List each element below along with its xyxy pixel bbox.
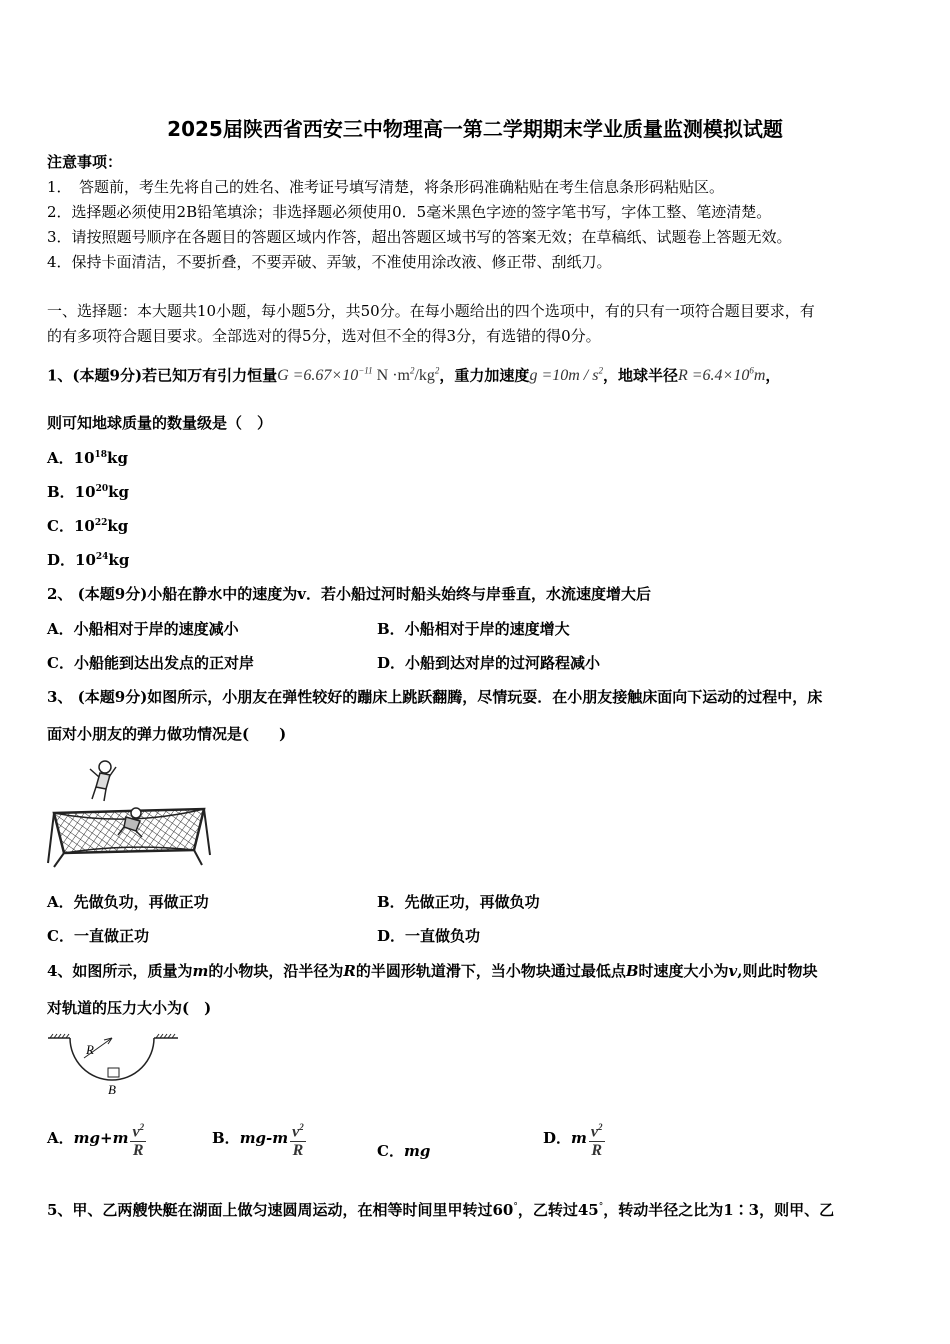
semicircle-track-figure bbox=[44, 1030, 184, 1102]
notice-heading: 注意事项： bbox=[47, 153, 123, 171]
q1-option-a: A．$10^{18}kg$ bbox=[47, 449, 128, 467]
q1-option-d: D．$10^{24}kg$ bbox=[47, 551, 130, 569]
q1-prefix: 1、(本题9分)若已知万有引力恒量 bbox=[47, 366, 278, 385]
q2-option-b: B．小船相对于岸的速度增大 bbox=[377, 620, 570, 638]
question-1-stem: 1、(本题9分)若已知万有引力恒量$G =6.67\times 10^{-11}$ $N \cdot m^2/kg^2$，重力加速度$g =10m / s^2$，地球半径$R =6.4\times 10^6m$， bbox=[47, 366, 781, 385]
q3-option-a: A．先做负功，再做正功 bbox=[47, 893, 209, 911]
q4-option-a: A．mg+m $\frac{v^2}{R}$ bbox=[47, 1118, 146, 1160]
child-jumping bbox=[90, 761, 116, 801]
q3-option-b: B．先做正功，再做负功 bbox=[377, 893, 540, 911]
q4-option-c: C．mg bbox=[377, 1142, 431, 1160]
q1-gravitational-constant: $G =6.67\times 10^{-11}$ $N \cdot m^2/kg^2$ bbox=[277, 366, 440, 385]
q2-option-d: D．小船到达对岸的过河路程减小 bbox=[377, 654, 601, 672]
page-title: 2025届陕西省西安三中物理高一第二学期期末学业质量监测模拟试题 bbox=[167, 117, 783, 141]
question-2-stem: 2、 (本题9分)小船在静水中的速度为v．若小船过河时船头始终与岸垂直，水流速度增大后 bbox=[47, 585, 652, 603]
q3-option-d: D．一直做负功 bbox=[377, 927, 481, 945]
section1-intro-line1: 一、选择题：本大题共10小题，每小题5分，共50分。在每小题给出的四个选项中，有的只有一项符合题目要求，有 bbox=[47, 302, 815, 320]
question-1-line2: 则可知地球质量的数量级是（ ） bbox=[47, 414, 273, 432]
notice-item-1: 1． 答题前，考生先将自己的姓名、准考证号填写清楚，将条形码准确粘贴在考生信息条形码粘贴区。 bbox=[47, 178, 725, 196]
question-3-line1: 3、 (本题9分)如图所示，小朋友在弹性较好的蹦床上跳跃翻腾，尽情玩耍．在小朋友接触床面向下运动的过程中，床 bbox=[47, 688, 823, 706]
notice-item-4: 4．保持卡面清洁，不要折叠，不要弄破、弄皱，不准使用涂改液、修正带、刮纸刀。 bbox=[47, 253, 612, 271]
q2-option-c: C．小船能到达出发点的正对岸 bbox=[47, 654, 254, 672]
section1-intro-line2: 的有多项符合题目要求。全部选对的得5分，选对但不全的得3分，有选错的得0分。 bbox=[47, 327, 601, 345]
question-4-line2: 对轨道的压力大小为( ) bbox=[47, 999, 212, 1017]
q1-option-c: C．$10^{22}kg$ bbox=[47, 517, 129, 535]
track-label-R: R bbox=[86, 1042, 94, 1057]
q3-option-c: C．一直做正功 bbox=[47, 927, 149, 945]
track-label-B: B bbox=[108, 1082, 116, 1097]
q1-mid2: ，地球半径 bbox=[602, 366, 678, 385]
q1-mid1: ，重力加速度 bbox=[439, 366, 530, 385]
q1-gravity-acceleration: $g =10m / s^2$ bbox=[529, 366, 603, 385]
q4-option-b: B．mg-m $\frac{v^2}{R}$ bbox=[212, 1118, 306, 1160]
trampoline-figure bbox=[44, 755, 214, 873]
q4-option-d: D．m $\frac{v^2}{R}$ bbox=[543, 1118, 605, 1160]
q1-option-b: B．$10^{20}kg$ bbox=[47, 483, 129, 501]
question-3-line2: 面对小朋友的弹力做功情况是( ) bbox=[47, 725, 287, 743]
q1-earth-radius: $R =6.4\times 10^6m$ bbox=[677, 366, 766, 385]
question-5-stem: 5、甲、乙两艘快艇在湖面上做匀速圆周运动，在相等时间里甲转过60°，乙转过45°，转动半径之比为1∶3，则甲、乙 bbox=[47, 1201, 835, 1219]
question-4-line1: 4、如图所示，质量为m的小物块，沿半径为R的半圆形轨道滑下，当小物块通过最低点B时速度大小为v,则此时物块 bbox=[47, 962, 818, 980]
notice-item-2: 2．选择题必须使用2B铅笔填涂；非选择题必须使用0．5毫米黑色字迹的签字笔书写，字体工整、笔迹清楚。 bbox=[47, 203, 772, 221]
q2-option-a: A．小船相对于岸的速度减小 bbox=[47, 620, 239, 638]
notice-item-3: 3．请按照题号顺序在各题目的答题区域内作答，超出答题区域书写的答案无效；在草稿纸、试题卷上答题无效。 bbox=[47, 228, 792, 246]
